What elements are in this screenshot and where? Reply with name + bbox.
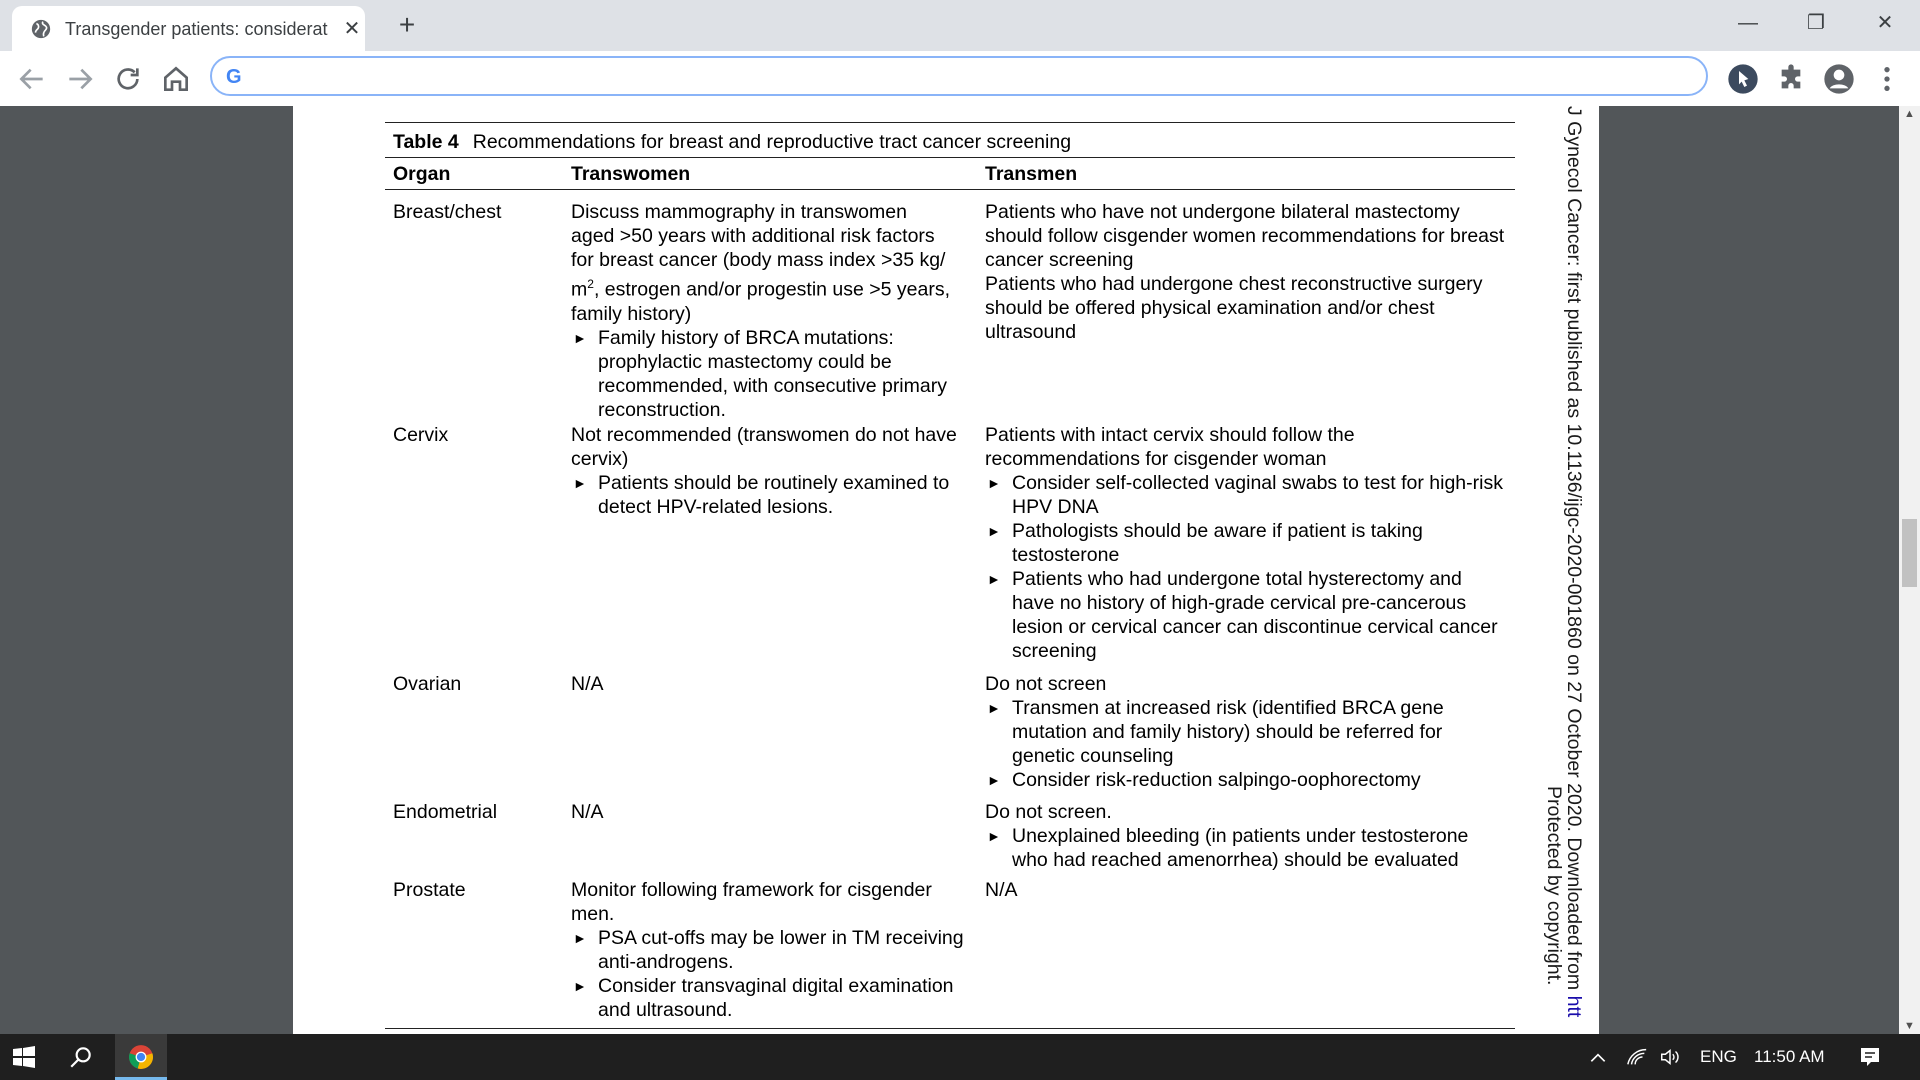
cervix-tm-text: Patients with intact cervix should follow the recommendations for cisgender woman (985, 424, 1355, 470)
breast-tw-superscript: 2 (587, 277, 594, 291)
table-caption (393, 131, 1071, 154)
breast-tm-text: Patients who have not undergone bilateral mastectomy should follow cisgender women recommendations for breast cancer screening (985, 201, 1505, 271)
row-ovarian-organ: Ovarian (393, 673, 462, 695)
address-input[interactable] (262, 64, 1666, 90)
cervix-tw-text: Not recommended (transwomen do not have cervix) (571, 424, 957, 470)
forward-icon[interactable] (64, 63, 96, 95)
row-endometrial-transwomen: N/A (571, 801, 604, 823)
address-bar[interactable] (210, 56, 1708, 96)
ovarian-tm-bullet: ► Transmen at increased risk (identified BRCA gene mutation and family history) should be referred for genetic counseling (985, 696, 1505, 768)
row-endometrial-organ: Endometrial (393, 801, 498, 823)
windows-start-icon[interactable] (12, 1045, 36, 1069)
endometrial-tm-text: Do not screen. (985, 801, 1112, 823)
tab-strip (0, 0, 1920, 51)
browser-tab[interactable] (12, 6, 365, 51)
row-prostate-organ: Prostate (393, 879, 466, 901)
header-transwomen: Transwomen (571, 163, 691, 185)
row-prostate-transwomen (571, 878, 981, 1022)
caption-rule (385, 157, 1515, 158)
header-transmen: Transmen (985, 163, 1078, 185)
breast-tm-text: Patients who had undergone chest reconstructive surgery should be offered physical examination and/or chest ultrasound (985, 273, 1483, 343)
cervix-tw-bullet: ► Patients should be routinely examined to detect HPV-related lesions. (571, 471, 976, 519)
restore-button[interactable]: ❐ (1807, 12, 1825, 34)
breast-tw-line: family history) (571, 302, 692, 325)
chrome-taskbar-button[interactable] (115, 1034, 167, 1080)
volume-icon[interactable] (1658, 1046, 1682, 1068)
scroll-up-arrow-icon[interactable]: ▲ (1904, 108, 1915, 120)
chevron-up-icon[interactable] (1588, 1048, 1608, 1068)
breast-tw-line: aged >50 years with additional risk factors (571, 225, 935, 247)
breast-tw-line: Discuss mammography in transwomen (571, 201, 907, 223)
google-icon: G (226, 66, 242, 88)
row-endometrial-transmen (985, 800, 1505, 872)
ovarian-tm-text: Do not screen (985, 673, 1107, 695)
cervix-tm-bullet: ► Patients who had undergone total hysterectomy and have no history of high-grade cervical pre-cancerous lesion or cervical cancer can discontinue cervical cancer screening (985, 567, 1505, 663)
back-icon[interactable] (16, 63, 48, 95)
browser-toolbar (0, 51, 1920, 107)
notifications-icon[interactable] (1858, 1045, 1882, 1069)
minimize-button[interactable]: — (1738, 12, 1758, 34)
new-tab-button[interactable]: + (398, 9, 416, 40)
prostate-tw-bullet: ► Consider transvaginal digital examination and ultrasound. (571, 974, 978, 1022)
vertical-scrollbar[interactable] (1899, 106, 1920, 1034)
side-note-link[interactable]: htt (1563, 995, 1585, 1018)
row-cervix-transmen (985, 423, 1505, 663)
wifi-icon[interactable] (1626, 1046, 1648, 1068)
side-note-text: J Gynecol Cancer: first published as 10.1136/ijgc-2020-001860 on 27 October 2020. Downloaded from (1563, 106, 1585, 996)
language-indicator[interactable]: ENG (1700, 1047, 1737, 1066)
breast-tw-unit: m (571, 278, 588, 301)
scrollbar-thumb[interactable] (1902, 519, 1917, 587)
row-breast-transmen (985, 200, 1505, 344)
tab-title: Transgender patients: considerat (65, 19, 328, 39)
row-prostate-transmen: N/A (985, 879, 1018, 901)
row-ovarian-transwomen: N/A (571, 673, 604, 695)
row-breast-organ: Breast/chest (393, 201, 502, 223)
pdf-page (293, 106, 1599, 1034)
table-caption-text: Recommendations for breast and reproductive tract cancer screening (472, 131, 1072, 153)
side-note-line2: Protected by copyright. (1543, 786, 1565, 986)
side-note-line1 (1563, 106, 1585, 1017)
row-ovarian-transmen (985, 672, 1505, 792)
row-breast-transwomen (571, 200, 981, 422)
windows-taskbar (0, 1034, 1920, 1080)
header-organ: Organ (393, 163, 451, 185)
prostate-tw-text: Monitor following framework for cisgender men. (571, 879, 932, 925)
breast-tw-line (571, 272, 981, 302)
profile-avatar-icon[interactable] (1823, 63, 1855, 95)
breast-tw-bullet: ► Family history of BRCA mutations: prophylactic mastectomy could be recommended, with consecutive primary reconstruction. (571, 326, 978, 422)
cervix-tm-bullet: ► Pathologists should be aware if patient is taking testosterone (985, 519, 1482, 567)
breast-tw-line4-rest: , estrogen and/or progestin use >5 years, (593, 278, 951, 301)
cursor-extension-icon[interactable] (1727, 63, 1759, 95)
breast-tw-line: for breast cancer (body mass index >35 kg/ (571, 249, 946, 271)
close-window-button[interactable]: ✕ (1876, 12, 1894, 34)
home-icon[interactable] (160, 63, 192, 95)
side-copyright-note (1543, 106, 1589, 1034)
close-tab-icon[interactable]: ✕ (343, 18, 361, 40)
scroll-down-arrow-icon[interactable]: ▼ (1904, 1020, 1915, 1032)
chrome-icon (128, 1044, 154, 1070)
extensions-icon[interactable] (1775, 63, 1807, 95)
table-bottom-rule (385, 1028, 1515, 1029)
table-top-rule (385, 122, 1515, 123)
pdf-viewer[interactable] (0, 106, 1920, 1034)
globe-icon (30, 18, 52, 40)
clock[interactable]: 11:50 AM (1754, 1047, 1825, 1066)
reload-icon[interactable] (112, 63, 144, 95)
prostate-tw-bullet: ► PSA cut-offs may be lower in TM receiving anti-androgens. (571, 926, 981, 974)
search-icon[interactable] (68, 1044, 94, 1070)
ovarian-tm-bullet: ► Consider risk-reduction salpingo-oophorectomy (985, 768, 1505, 792)
endometrial-tm-bullet: ► Unexplained bleeding (in patients under testosterone who had reached amenorrhea) should be evaluated (985, 824, 1505, 872)
table-label: Table 4 (393, 131, 459, 153)
menu-kebab-icon[interactable] (1871, 63, 1903, 95)
row-cervix-organ: Cervix (393, 424, 449, 446)
header-rule (385, 189, 1515, 190)
row-cervix-transwomen (571, 423, 976, 519)
cervix-tm-bullet: ► Consider self-collected vaginal swabs to test for high-risk HPV DNA (985, 471, 1505, 519)
